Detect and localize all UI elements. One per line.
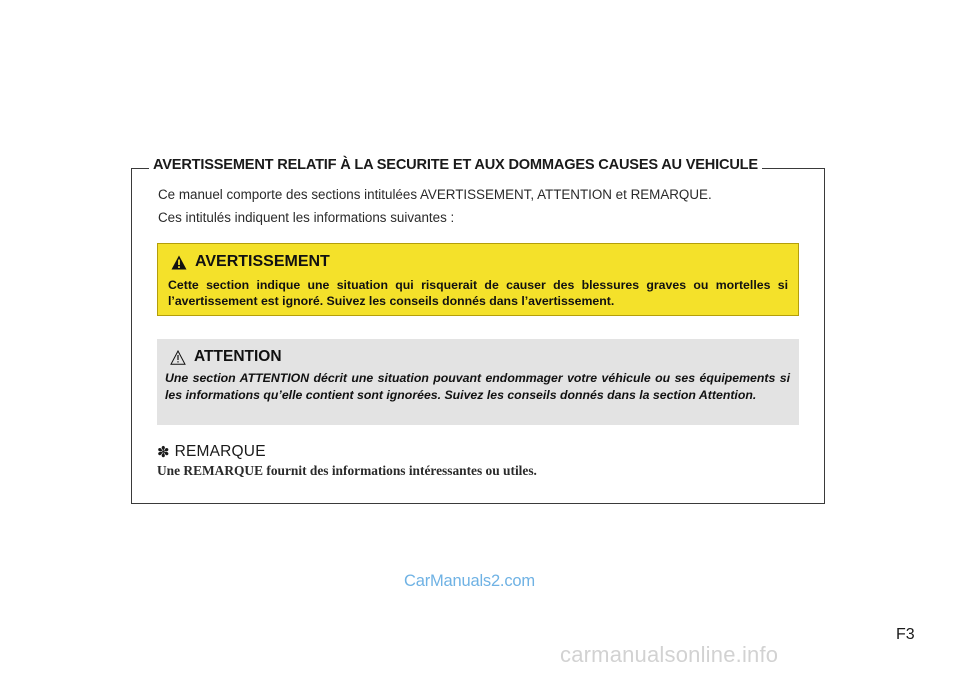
warning-header	[171, 253, 330, 271]
page-number: F3	[896, 626, 915, 643]
warning-text: Cette section indique une situation qui risquerait de causer des blessures graves ou mortelles si l’avertissement est ignoré. Suivez les conseils donnés dans l’avertissement.	[168, 278, 788, 308]
footer-watermark: carmanualsonline.info	[560, 642, 779, 667]
intro-line-1: Ce manuel comporte des sections intitulées AVERTISSEMENT, ATTENTION et REMARQUE.	[158, 187, 712, 202]
remarque-header	[157, 443, 266, 461]
attention-box	[157, 339, 799, 425]
section-title: AVERTISSEMENT RELATIF À LA SECURITE ET AUX DOMMAGES CAUSES AU VEHICULE	[149, 157, 762, 173]
remarque-title: REMARQUE	[174, 443, 266, 460]
remarque-text: Une REMARQUE fournit des informations intéressantes ou utiles.	[157, 463, 537, 478]
attention-title: ATTENTION	[194, 348, 282, 365]
watermark-link[interactable]: CarManuals2.com	[404, 572, 535, 590]
warning-triangle-icon	[171, 255, 187, 270]
warning-title: AVERTISSEMENT	[195, 253, 330, 270]
intro-line-2: Ces intitulés indiquent les informations suivantes :	[158, 210, 455, 225]
attention-header	[170, 348, 282, 366]
caution-triangle-icon	[170, 350, 186, 365]
asterisk-icon: ✽	[157, 443, 170, 461]
attention-text: Une section ATTENTION décrit une situation pouvant endommager votre véhicule ou ses équipements si les informations qu’elle contient sont ignorées. Suivez les conseils donnés dans la section Attention.	[165, 371, 790, 402]
warning-box	[157, 243, 799, 316]
